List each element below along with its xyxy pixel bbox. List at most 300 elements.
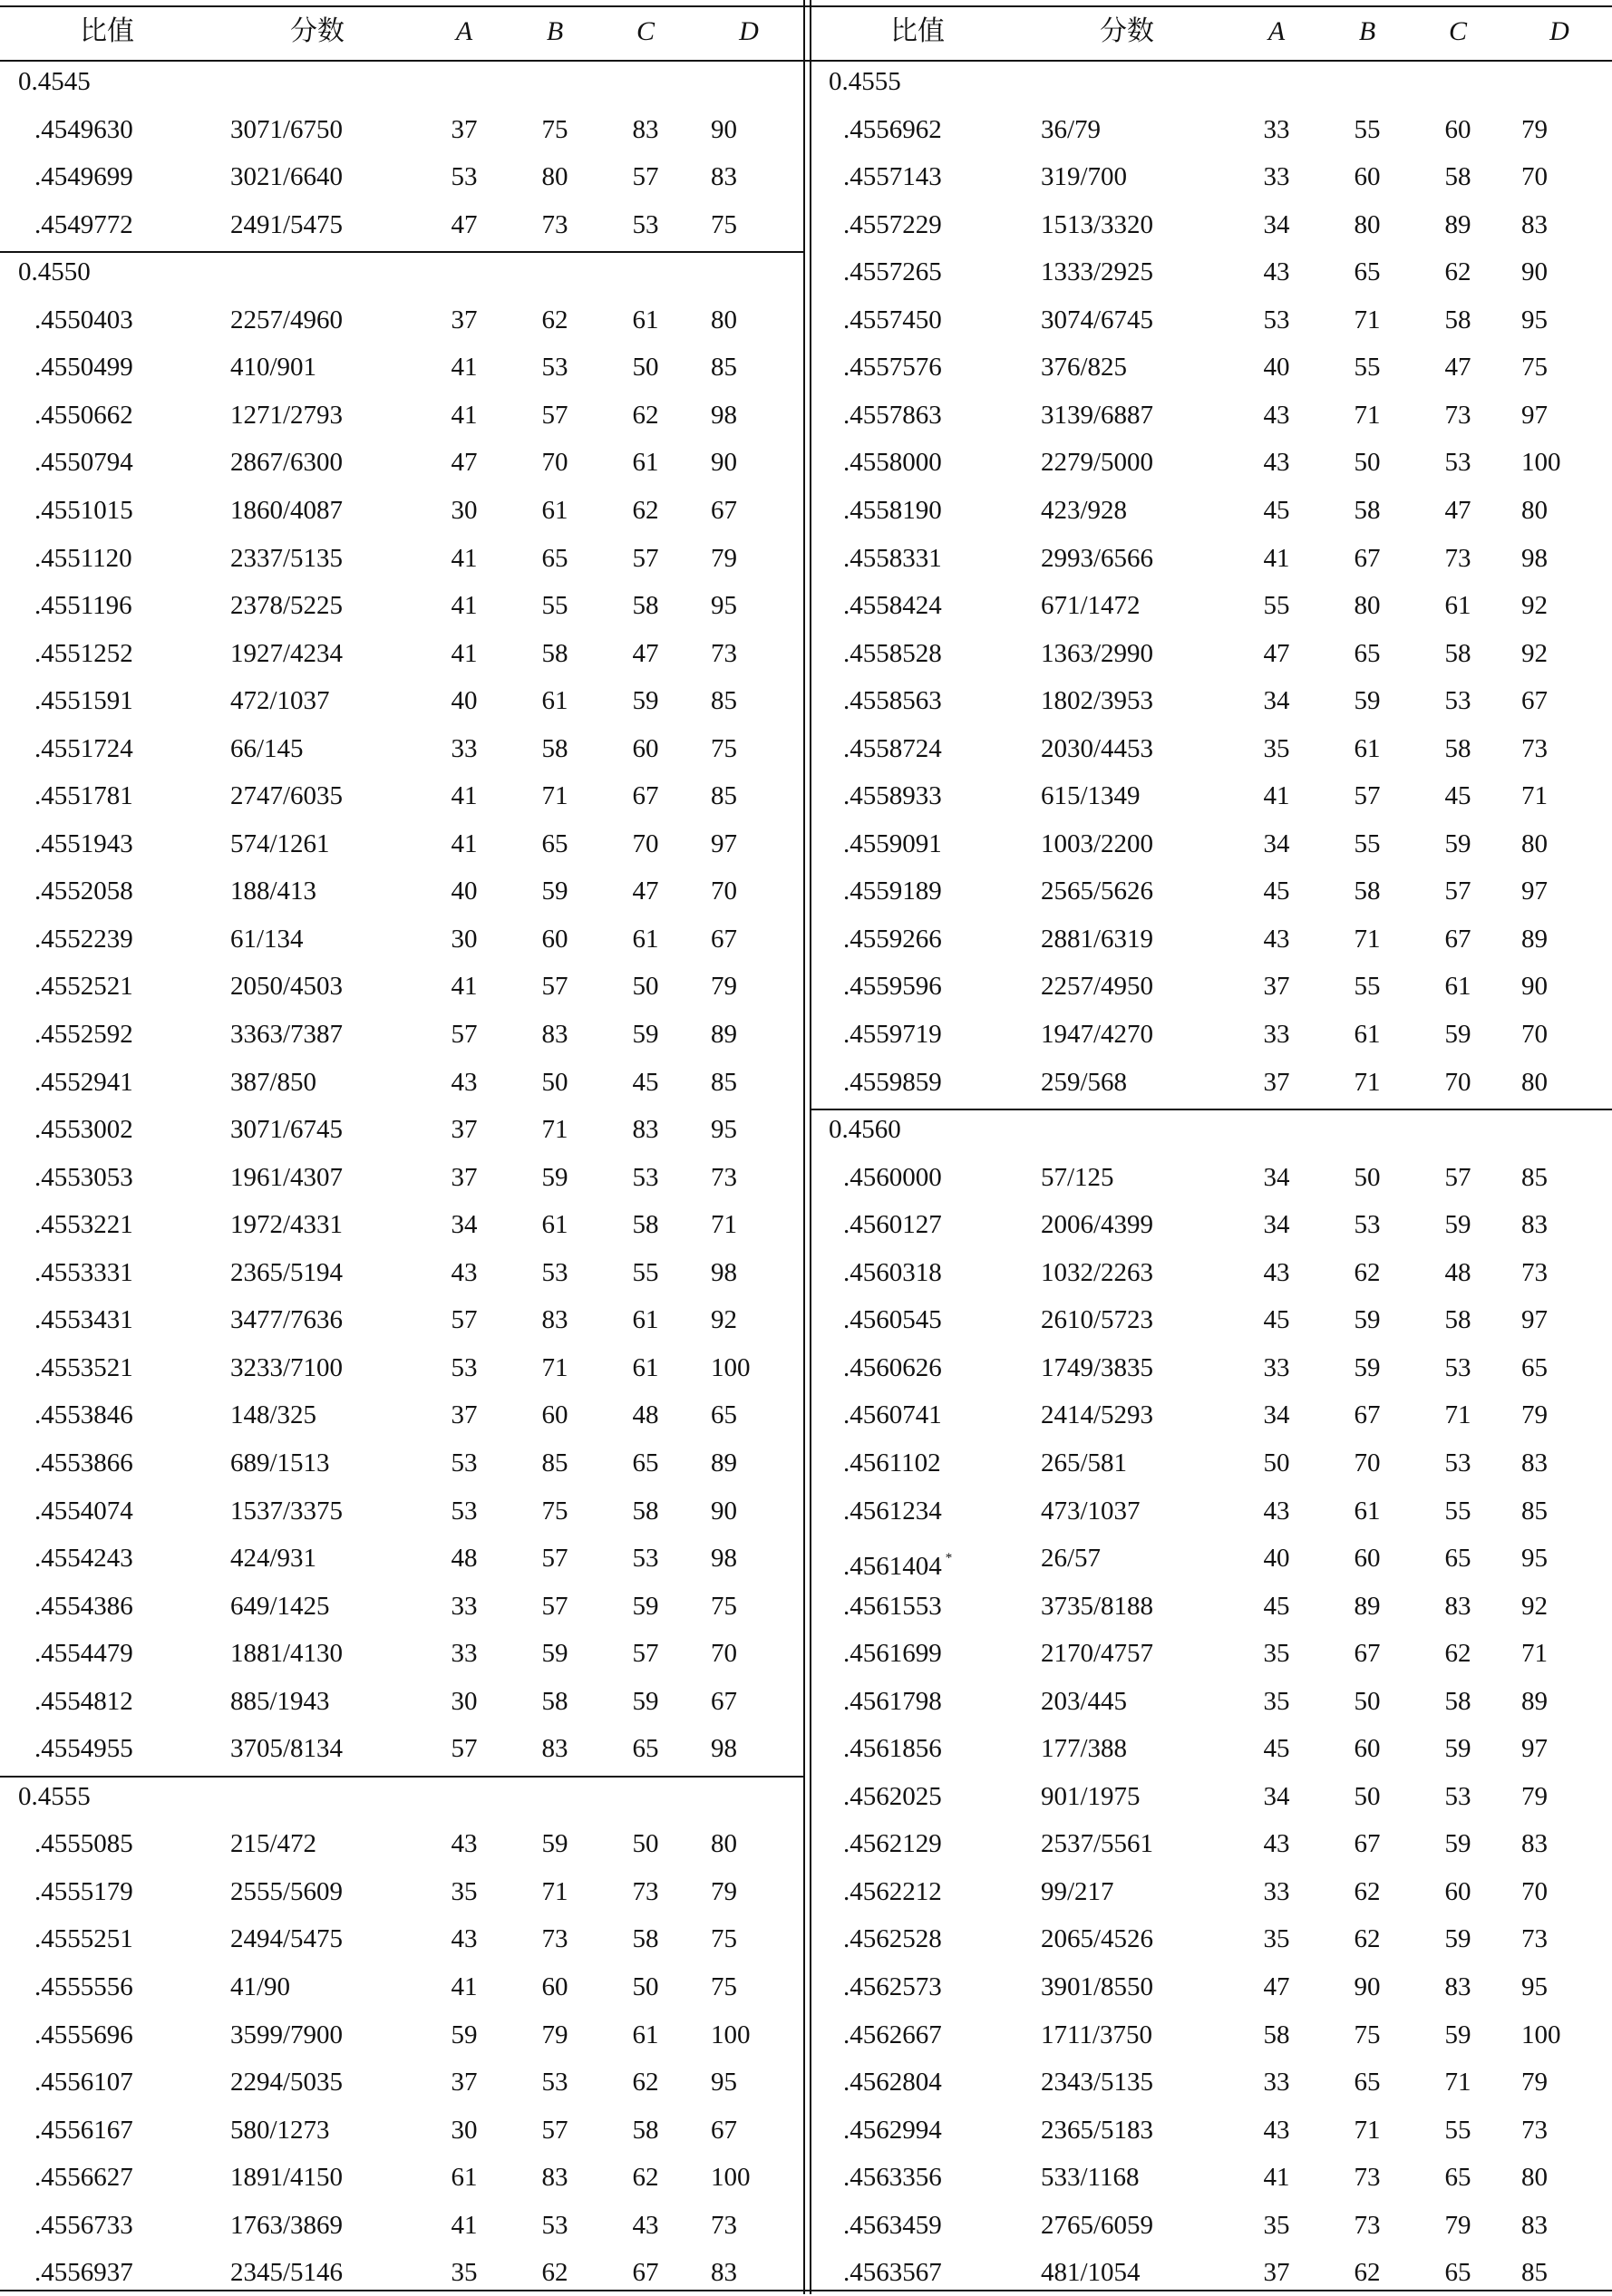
fraction-value: 1927/4234	[230, 638, 344, 668]
b-value: 71	[1354, 305, 1381, 334]
ratio-value: .4555556	[34, 1972, 133, 2001]
fraction-value: 3139/6887	[1041, 400, 1154, 430]
a-value: 40	[451, 877, 478, 906]
ratio-value: .4557143	[843, 162, 942, 192]
c-value: 65	[1444, 2258, 1471, 2288]
c-value: 83	[1444, 1591, 1471, 1621]
a-value: 53	[1263, 305, 1290, 334]
group-label: 0.4560	[829, 1115, 901, 1145]
b-value: 58	[1354, 495, 1381, 525]
header-c: C	[1448, 16, 1467, 46]
d-value: 83	[1521, 1448, 1548, 1477]
a-value: 35	[451, 2258, 478, 2288]
c-value: 61	[632, 924, 659, 954]
b-value: 71	[541, 781, 568, 811]
fraction-value: 3599/7900	[230, 2020, 344, 2049]
d-value: 98	[1521, 543, 1548, 573]
b-value: 53	[1354, 1210, 1381, 1240]
ratio-value: .4560318	[843, 1257, 942, 1287]
b-value: 67	[1354, 1639, 1381, 1669]
fraction-value: 1961/4307	[230, 1162, 344, 1192]
fraction-value: 3074/6745	[1041, 305, 1154, 334]
ratio-value: .4562212	[843, 1876, 942, 1906]
a-value: 61	[451, 2163, 478, 2193]
c-value: 48	[632, 1400, 659, 1430]
b-value: 59	[541, 1829, 568, 1859]
a-value: 41	[451, 638, 478, 668]
d-value: 80	[1521, 828, 1548, 858]
c-value: 59	[632, 1020, 659, 1049]
b-value: 55	[541, 591, 568, 621]
d-value: 100	[711, 2020, 751, 2049]
ratio-value: .4557265	[843, 257, 942, 287]
fraction-value: 188/413	[230, 877, 317, 906]
c-value: 57	[632, 162, 659, 192]
ratio-value: .4560626	[843, 1352, 942, 1382]
ratio-value: .4550499	[34, 353, 133, 383]
ratio-value: .4550794	[34, 448, 133, 478]
ratio-value: .4561102	[843, 1448, 941, 1477]
d-value: 83	[1521, 1829, 1548, 1859]
c-value: 45	[1444, 781, 1471, 811]
ratio-value: .4554243	[34, 1544, 133, 1574]
c-value: 59	[1444, 1210, 1471, 1240]
ratio-value: .4549772	[34, 209, 133, 239]
a-value: 53	[451, 1352, 478, 1382]
b-value: 62	[541, 305, 568, 334]
ratio-value: .4559859	[843, 1067, 942, 1097]
c-value: 58	[632, 1210, 659, 1240]
d-value: 100	[711, 2163, 751, 2193]
ratio-value: .4555179	[34, 1876, 133, 1906]
fraction-value: 481/1054	[1041, 2258, 1141, 2288]
c-value: 70	[1444, 1067, 1471, 1097]
ratio-value: .4560545	[843, 1305, 942, 1335]
d-value: 79	[711, 543, 737, 573]
d-value: 95	[1521, 305, 1548, 334]
ratio-value: .4557576	[843, 353, 942, 383]
b-value: 60	[1354, 1544, 1381, 1574]
d-value: 67	[711, 495, 737, 525]
b-value: 50	[1354, 1162, 1381, 1192]
b-value: 53	[541, 2210, 568, 2240]
a-value: 35	[1263, 2210, 1290, 2240]
b-value: 50	[1354, 448, 1381, 478]
fraction-value: 41/90	[230, 1972, 291, 2001]
a-value: 57	[451, 1734, 478, 1764]
fraction-value: 387/850	[230, 1067, 317, 1097]
fraction-value: 2365/5183	[1041, 2115, 1154, 2145]
b-value: 57	[541, 972, 568, 1002]
d-value: 71	[711, 1210, 737, 1240]
a-value: 41	[451, 781, 478, 811]
c-value: 50	[632, 1829, 659, 1859]
ratio-value: .4555085	[34, 1829, 133, 1859]
fraction-value: 148/325	[230, 1400, 317, 1430]
ratio-value: .4553002	[34, 1115, 133, 1145]
ratio-value: .4550662	[34, 400, 133, 430]
d-value: 97	[711, 828, 737, 858]
b-value: 70	[541, 448, 568, 478]
c-value: 50	[632, 353, 659, 383]
b-value: 60	[1354, 1734, 1381, 1764]
fraction-value: 615/1349	[1041, 781, 1141, 811]
c-value: 53	[632, 1162, 659, 1192]
c-value: 70	[632, 828, 659, 858]
ratio-value: .4552521	[34, 972, 133, 1002]
d-value: 67	[711, 924, 737, 954]
header-ratio: 比值	[890, 15, 945, 47]
a-value: 37	[451, 305, 478, 334]
a-value: 40	[451, 686, 478, 716]
c-value: 58	[1444, 305, 1471, 334]
b-value: 67	[1354, 1829, 1381, 1859]
b-value: 57	[541, 1591, 568, 1621]
c-value: 67	[632, 2258, 659, 2288]
ratio-value: .4562667	[843, 2020, 942, 2049]
a-value: 45	[1263, 1305, 1290, 1335]
c-value: 73	[1444, 543, 1471, 573]
d-value: 70	[1521, 1020, 1548, 1049]
a-value: 30	[451, 924, 478, 954]
ratio-value: .4549699	[34, 162, 133, 192]
d-value: 83	[1521, 1210, 1548, 1240]
header-fraction: 分数	[1100, 15, 1154, 47]
b-value: 62	[1354, 1924, 1381, 1954]
b-value: 61	[541, 1210, 568, 1240]
d-value: 90	[1521, 257, 1548, 287]
fraction-value: 2881/6319	[1041, 924, 1154, 954]
ratio-value: .4559596	[843, 972, 942, 1002]
fraction-value: 580/1273	[230, 2115, 330, 2145]
d-value: 73	[1521, 1924, 1548, 1954]
header-fraction: 分数	[290, 15, 345, 47]
d-value: 90	[1521, 972, 1548, 1002]
d-value: 97	[1521, 1734, 1548, 1764]
b-value: 83	[541, 2163, 568, 2193]
a-value: 53	[451, 1496, 478, 1526]
a-value: 58	[1263, 2020, 1290, 2049]
c-value: 60	[632, 733, 659, 763]
fraction-value: 2747/6035	[230, 781, 344, 811]
b-value: 61	[541, 495, 568, 525]
a-value: 34	[1263, 1210, 1290, 1240]
b-value: 83	[541, 1305, 568, 1335]
d-value: 95	[1521, 1544, 1548, 1574]
d-value: 79	[711, 972, 737, 1002]
a-value: 34	[451, 1210, 478, 1240]
ratio-value: .4553221	[34, 1210, 133, 1240]
ratio-value: .4563459	[843, 2210, 942, 2240]
a-value: 41	[451, 1972, 478, 2001]
c-value: 48	[1444, 1257, 1471, 1287]
d-value: 85	[711, 686, 737, 716]
ratio-value: .4554074	[34, 1496, 133, 1526]
c-value: 62	[1444, 1639, 1471, 1669]
b-value: 65	[1354, 257, 1381, 287]
b-value: 71	[541, 1876, 568, 1906]
d-value: 79	[1521, 114, 1548, 144]
a-value: 40	[1263, 353, 1290, 383]
ratio-value: .4560741	[843, 1400, 942, 1430]
b-value: 60	[541, 924, 568, 954]
d-value: 80	[1521, 2163, 1548, 2193]
fraction-value: 2050/4503	[230, 972, 344, 1002]
fraction-value: 2494/5475	[230, 1924, 344, 1954]
c-value: 58	[1444, 733, 1471, 763]
ratio-value: .4556733	[34, 2210, 133, 2240]
c-value: 61	[632, 305, 659, 334]
ratio-value: .4554479	[34, 1639, 133, 1669]
b-value: 71	[541, 1352, 568, 1382]
b-value: 55	[1354, 972, 1381, 1002]
a-value: 48	[451, 1544, 478, 1574]
a-value: 30	[451, 1686, 478, 1716]
ratio-value: .4562025	[843, 1781, 942, 1811]
group-label: 0.4555	[18, 1781, 91, 1811]
a-value: 33	[451, 733, 478, 763]
a-value: 41	[451, 2210, 478, 2240]
d-value: 79	[1521, 2068, 1548, 2097]
fraction-value: 2006/4399	[1041, 1210, 1154, 1240]
fraction-value: 3071/6750	[230, 114, 344, 144]
d-value: 89	[711, 1020, 737, 1049]
header-d: D	[739, 16, 759, 46]
d-value: 70	[1521, 162, 1548, 192]
b-value: 73	[541, 1924, 568, 1954]
a-value: 35	[1263, 1639, 1290, 1669]
a-value: 33	[1263, 1352, 1290, 1382]
a-value: 43	[1263, 400, 1290, 430]
ratio-value: .4558424	[843, 591, 942, 621]
fraction-value: 2610/5723	[1041, 1305, 1154, 1335]
a-value: 33	[1263, 1020, 1290, 1049]
ratio-value: .4559266	[843, 924, 942, 954]
c-value: 58	[632, 591, 659, 621]
c-value: 53	[1444, 1781, 1471, 1811]
d-value: 95	[711, 2068, 737, 2097]
fraction-value: 1881/4130	[230, 1639, 344, 1669]
c-value: 61	[1444, 591, 1471, 621]
a-value: 43	[451, 1067, 478, 1097]
fraction-value: 3705/8134	[230, 1734, 344, 1764]
b-value: 83	[541, 1734, 568, 1764]
c-value: 50	[632, 972, 659, 1002]
b-value: 71	[1354, 1067, 1381, 1097]
group-label: 0.4545	[18, 67, 91, 96]
c-value: 53	[1444, 448, 1471, 478]
d-value: 80	[711, 1829, 737, 1859]
ratio-value: .4553331	[34, 1257, 133, 1287]
c-value: 50	[632, 1972, 659, 2001]
d-value: 75	[711, 209, 737, 239]
fraction-value: 259/568	[1041, 1067, 1128, 1097]
ratio-value: .4556627	[34, 2163, 133, 2193]
b-value: 65	[541, 543, 568, 573]
fraction-value: 2555/5609	[230, 1876, 344, 1906]
ratio-value: .4561798	[843, 1686, 942, 1716]
b-value: 55	[1354, 114, 1381, 144]
a-value: 59	[451, 2020, 478, 2049]
d-value: 100	[711, 1352, 751, 1382]
ratio-value: .4556962	[843, 114, 942, 144]
header-a: A	[1267, 16, 1286, 46]
b-value: 85	[541, 1448, 568, 1477]
fraction-value: 1947/4270	[1041, 1020, 1154, 1049]
a-value: 40	[1263, 1544, 1290, 1574]
d-value: 92	[1521, 591, 1548, 621]
d-value: 73	[1521, 1257, 1548, 1287]
a-value: 33	[451, 1591, 478, 1621]
a-value: 34	[1263, 686, 1290, 716]
fraction-value: 574/1261	[230, 828, 330, 858]
c-value: 61	[632, 1305, 659, 1335]
ratio-value: .4551120	[34, 543, 132, 573]
fraction-value: 2537/5561	[1041, 1829, 1154, 1859]
d-value: 70	[711, 877, 737, 906]
b-value: 80	[1354, 209, 1381, 239]
b-value: 53	[541, 353, 568, 383]
ratio-value: .4563567	[843, 2258, 942, 2288]
c-value: 59	[1444, 1829, 1471, 1859]
a-value: 34	[1263, 1162, 1290, 1192]
c-value: 47	[1444, 495, 1471, 525]
ratio-value: .4550403	[34, 305, 133, 334]
fraction-value: 2257/4950	[1041, 972, 1154, 1002]
c-value: 65	[632, 1448, 659, 1477]
c-value: 53	[1444, 1352, 1471, 1382]
a-value: 41	[451, 828, 478, 858]
a-value: 43	[1263, 448, 1290, 478]
a-value: 41	[451, 353, 478, 383]
b-value: 60	[541, 1400, 568, 1430]
fraction-value: 2378/5225	[230, 591, 344, 621]
d-value: 85	[1521, 1162, 1548, 1192]
d-value: 92	[1521, 638, 1548, 668]
a-value: 47	[451, 209, 478, 239]
d-value: 90	[711, 448, 737, 478]
ratio-value: .4558528	[843, 638, 942, 668]
d-value: 70	[1521, 1876, 1548, 1906]
group-label: 0.4555	[829, 67, 901, 96]
ratio-value: .4561404 *	[843, 1551, 953, 1582]
a-value: 35	[1263, 733, 1290, 763]
d-value: 75	[711, 1924, 737, 1954]
a-value: 45	[1263, 1734, 1290, 1764]
a-value: 41	[1263, 543, 1290, 573]
b-value: 58	[541, 1686, 568, 1716]
d-value: 92	[1521, 1591, 1548, 1621]
ratio-value: .4556167	[34, 2115, 133, 2145]
d-value: 67	[711, 2115, 737, 2145]
fraction-value: 2030/4453	[1041, 733, 1154, 763]
c-value: 62	[632, 2163, 659, 2193]
header-ratio: 比值	[80, 15, 134, 47]
fraction-value: 319/700	[1041, 162, 1128, 192]
ratio-value: .4551196	[34, 591, 132, 621]
fraction-value: 203/445	[1041, 1686, 1128, 1716]
fraction-value: 2414/5293	[1041, 1400, 1154, 1430]
a-value: 47	[451, 448, 478, 478]
a-value: 37	[451, 2068, 478, 2097]
d-value: 98	[711, 1257, 737, 1287]
a-value: 41	[1263, 2163, 1290, 2193]
d-value: 89	[1521, 924, 1548, 954]
ratio-value: .4553521	[34, 1352, 133, 1382]
b-value: 55	[1354, 353, 1381, 383]
fraction-value: 1003/2200	[1041, 828, 1154, 858]
fraction-value: 885/1943	[230, 1686, 330, 1716]
c-value: 61	[1444, 972, 1471, 1002]
b-value: 53	[541, 2068, 568, 2097]
c-value: 71	[1444, 1400, 1471, 1430]
d-value: 85	[711, 353, 737, 383]
c-value: 59	[1444, 1020, 1471, 1049]
header-d: D	[1549, 16, 1569, 46]
b-value: 58	[541, 733, 568, 763]
ratio-value: .4554386	[34, 1591, 133, 1621]
b-value: 57	[1354, 781, 1381, 811]
d-value: 67	[711, 1686, 737, 1716]
d-value: 70	[711, 1639, 737, 1669]
c-value: 58	[1444, 1686, 1471, 1716]
ratio-value: .4556937	[34, 2258, 133, 2288]
b-value: 67	[1354, 1400, 1381, 1430]
ratio-value: .4554812	[34, 1686, 133, 1716]
ratio-value: .4562994	[843, 2115, 942, 2145]
d-value: 65	[1521, 1352, 1548, 1382]
d-value: 98	[711, 1544, 737, 1574]
ratio-value: .4562129	[843, 1829, 942, 1859]
d-value: 100	[1521, 448, 1561, 478]
ratio-value: .4555696	[34, 2020, 133, 2049]
d-value: 90	[711, 1496, 737, 1526]
b-value: 71	[541, 1115, 568, 1145]
b-value: 73	[1354, 2210, 1381, 2240]
c-value: 58	[632, 1924, 659, 1954]
b-value: 62	[541, 2258, 568, 2288]
b-value: 65	[1354, 2068, 1381, 2097]
ratio-value: .4551015	[34, 495, 133, 525]
fraction-value: 177/388	[1041, 1734, 1128, 1764]
fraction-value: 3071/6745	[230, 1115, 344, 1145]
c-value: 71	[1444, 2068, 1471, 2097]
b-value: 59	[541, 1162, 568, 1192]
b-value: 61	[1354, 733, 1381, 763]
fraction-value: 1032/2263	[1041, 1257, 1154, 1287]
b-value: 50	[541, 1067, 568, 1097]
d-value: 71	[1521, 1639, 1548, 1669]
c-value: 47	[1444, 353, 1471, 383]
a-value: 43	[1263, 1496, 1290, 1526]
ratio-value: .4560127	[843, 1210, 942, 1240]
a-value: 45	[1263, 495, 1290, 525]
d-value: 85	[1521, 2258, 1548, 2288]
ratio-value: .4552941	[34, 1067, 133, 1097]
fraction-value: 3735/8188	[1041, 1591, 1154, 1621]
a-value: 45	[1263, 877, 1290, 906]
fraction-value: 649/1425	[230, 1591, 330, 1621]
fraction-value: 472/1037	[230, 686, 330, 716]
c-value: 60	[1444, 114, 1471, 144]
c-value: 59	[632, 1591, 659, 1621]
b-value: 70	[1354, 1448, 1381, 1477]
ratio-value: .4552058	[34, 877, 133, 906]
d-value: 100	[1521, 2020, 1561, 2049]
a-value: 43	[1263, 257, 1290, 287]
a-value: 37	[451, 1115, 478, 1145]
header-b: B	[546, 16, 564, 46]
